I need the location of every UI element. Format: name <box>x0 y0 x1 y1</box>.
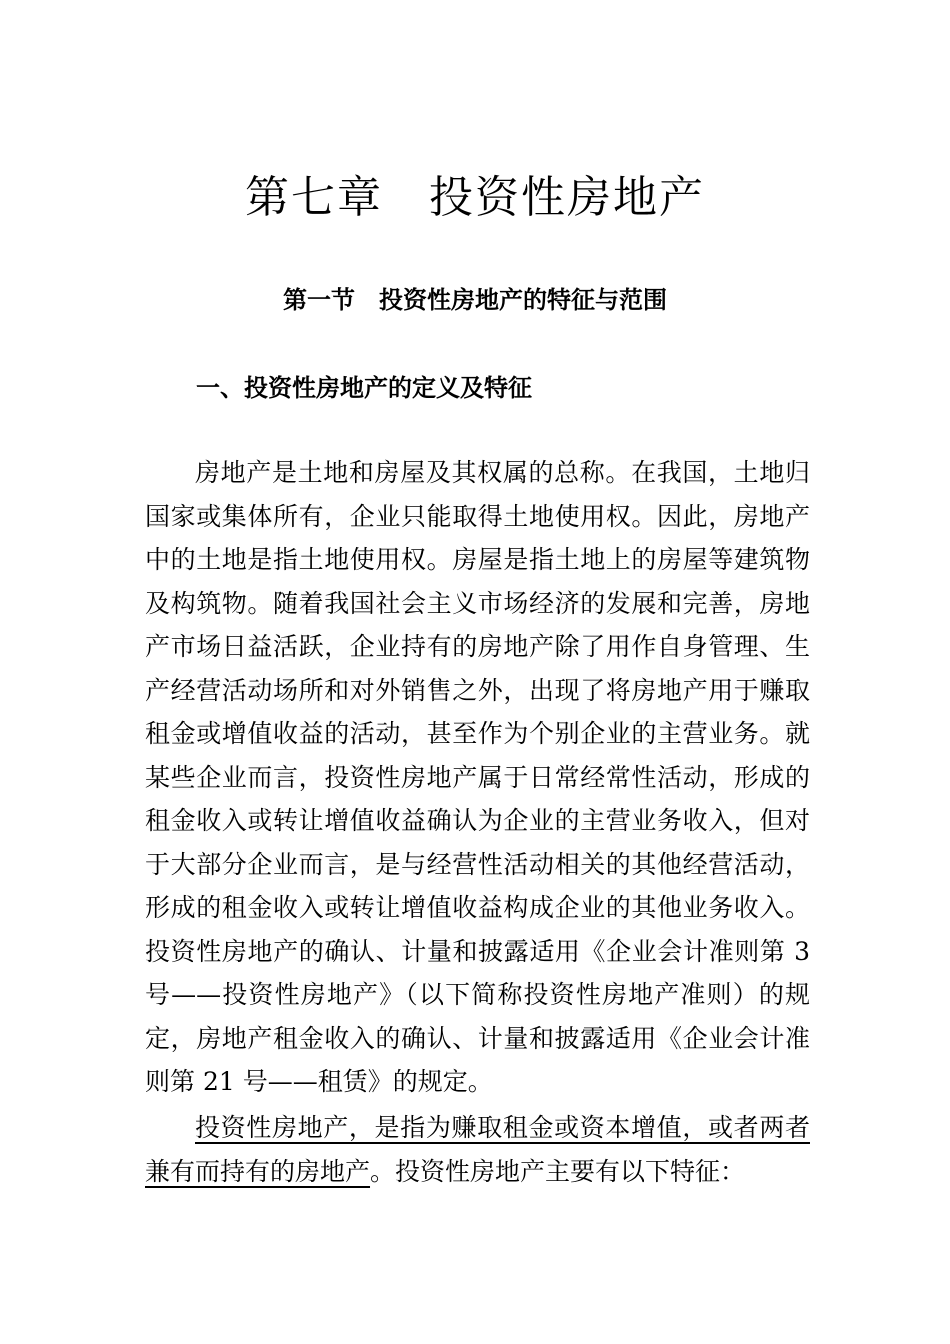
definition-underlined-text: 投资性房地产，是指为赚取租金或资本增值，或者两者兼有而持有的房地产 <box>145 1113 810 1186</box>
body-paragraph-2 <box>145 1106 810 1193</box>
section-title: 第一节 投资性房地产的特征与范围 <box>283 286 667 314</box>
chapter-title: 第七章 投资性房地产 <box>245 172 705 223</box>
subsection-heading: 一、投资性房地产的定义及特征 <box>196 374 532 402</box>
definition-trailing-text: 。投资性房地产主要有以下特征： <box>370 1156 746 1186</box>
body-paragraph-1: 房地产是土地和房屋及其权属的总称。在我国，土地归国家或集体所有，企业只能取得土地使用权。因此，房地产中的土地是指土地使用权。房屋是指土地上的房屋等建筑物及构筑物。随着我国社会主义市场经济的发展和完善，房地产市场日益活跃，企业持有的房地产除了用作自身管理、生产经营活动场所和对外销售之外，出现了将房地产用于赚取租金或增值收益的活动，甚至作为个别企业的主营业务。就某些企业而言，投资性房地产属于日常经常性活动，形成的租金收入或转让增值收益确认为企业的主营业务收入，但对于大部分企业而言，是与经营性活动相关的其他经营活动，形成的租金收入或转让增值收益构成企业的其他业务收入。投资性房地产的确认、计量和披露适用《企业会计准则第 3 号——投资性房地产》（以下简称投资性房地产准则）的规定，房地产租金收入的确认、计量和披露适用《企业会计准则第 21 号——租赁》的规定。 <box>145 458 810 1096</box>
